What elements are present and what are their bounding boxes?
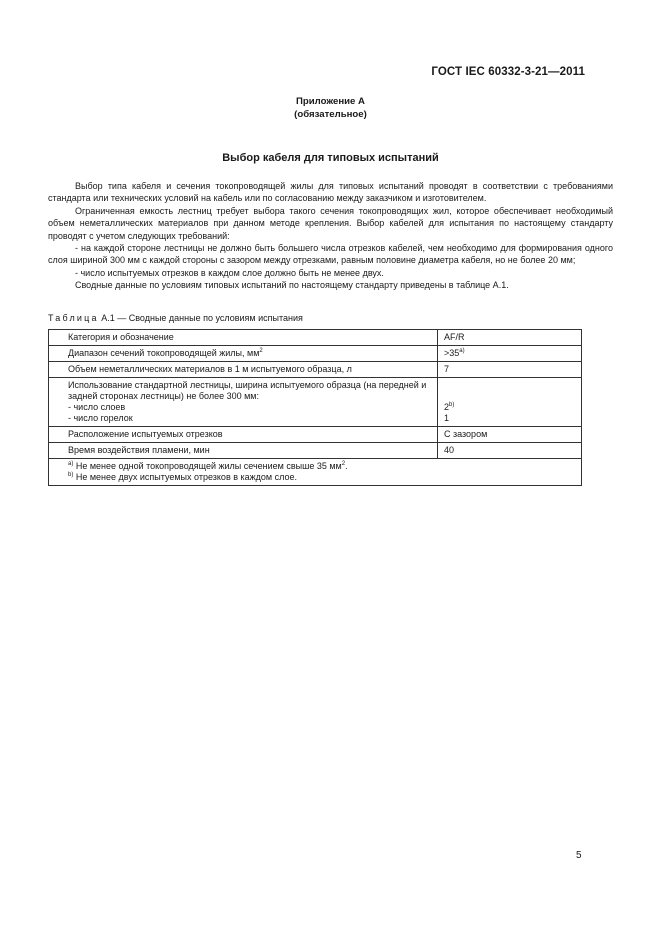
paragraph-2: Ограниченная емкость лестниц требует выбора такого сечения токопроводящих жил, которое обеспечивает необходимый объем неметаллических материалов при данном методе крепления. Выбор кабелей для испытания по настоящему стандарту проводят с учетом следующих требований:: [48, 205, 613, 241]
footnotes-cell: [49, 459, 582, 486]
row-value: 40: [438, 443, 582, 459]
footnote-text: Не менее одной токопроводящей жилы сечением свыше 35 мм: [75, 461, 342, 471]
row-label: [49, 378, 438, 427]
table-row: [49, 443, 582, 459]
footnote-end: .: [345, 461, 348, 471]
footnote-a: [68, 461, 577, 472]
annex-title: Выбор кабеля для типовых испытаний: [222, 152, 439, 164]
table-caption: [48, 313, 303, 323]
footnote-ref: а): [459, 348, 465, 354]
annex-header: [0, 95, 661, 121]
table-row: [49, 330, 582, 346]
footnote-text: Не менее двух испытуемых отрезков в каждом слое.: [75, 472, 297, 482]
page-number: 5: [576, 850, 582, 861]
row-sub-value: 1: [444, 413, 450, 423]
paragraph-4: - число испытуемых отрезков в каждом слое должно быть не менее двух.: [75, 267, 384, 278]
row-label: Объем неметаллических материалов в 1 м испытуемого образца, л: [49, 362, 438, 378]
paragraph-1: Выбор типа кабеля и сечения токопроводящей жилы для типовых испытаний проводят в соответствии с требованиями стандарта или технических условий на кабель или по согласованию между заказчиком и изготовителем.: [48, 181, 613, 204]
row-value-text: >35: [444, 348, 460, 358]
footnote-mark: а): [68, 461, 74, 467]
row-label-text: Использование стандартной лестницы, ширина испытуемого образца (на передней и задней сторонах лестницы) не более 300 мм:: [68, 380, 427, 401]
row-value: 7: [438, 362, 582, 378]
annex-status: (обязательное): [294, 109, 367, 120]
test-conditions-table: [48, 329, 582, 486]
paragraph-3: - на каждой стороне лестницы не должно быть большего числа отрезков кабелей, чем необходимо для формирования одного слоя шириной 300 мм с каждой стороны с зазором между отрезками, равным половине диаметра кабеля, но не более 20 мм;: [48, 243, 613, 266]
row-value: С зазором: [438, 427, 582, 443]
footnote-ref: b): [449, 402, 455, 408]
row-label: Время воздействия пламени, мин: [49, 443, 438, 459]
row-sub-value-text: 2: [444, 402, 450, 412]
row-sub-label: - число слоев: [68, 402, 126, 412]
footnote-mark: b): [68, 472, 74, 478]
row-value: AF/R: [438, 330, 582, 346]
row-value: [438, 378, 582, 427]
annex-label: Приложение А: [296, 96, 365, 107]
table-row: [49, 427, 582, 443]
table-row: [49, 346, 582, 362]
table-row: [49, 378, 582, 427]
table-row: [49, 362, 582, 378]
row-sub-label: - число горелок: [68, 413, 133, 423]
row-label: [49, 346, 438, 362]
paragraph-5: Сводные данные по условиям типовых испытаний по настоящему стандарту приведены в таблице А.1.: [75, 280, 509, 291]
table-footnotes: [49, 459, 582, 486]
document-code: ГОСТ IEC 60332-3-21—2011: [431, 66, 585, 78]
table-caption-prefix: Таблица: [48, 313, 99, 323]
table-caption-text: А.1 — Сводные данные по условиям испытания: [101, 313, 303, 323]
superscript: 2: [259, 348, 263, 354]
row-label: Расположение испытуемых отрезков: [49, 427, 438, 443]
row-label-text: Диапазон сечений токопроводящей жилы, мм: [68, 348, 260, 358]
row-label: Категория и обозначение: [49, 330, 438, 346]
annex-body: [48, 180, 613, 292]
row-sub-value: [444, 402, 577, 413]
footnote-b: [68, 472, 577, 483]
superscript: 2: [341, 461, 346, 467]
row-value: [438, 346, 582, 362]
